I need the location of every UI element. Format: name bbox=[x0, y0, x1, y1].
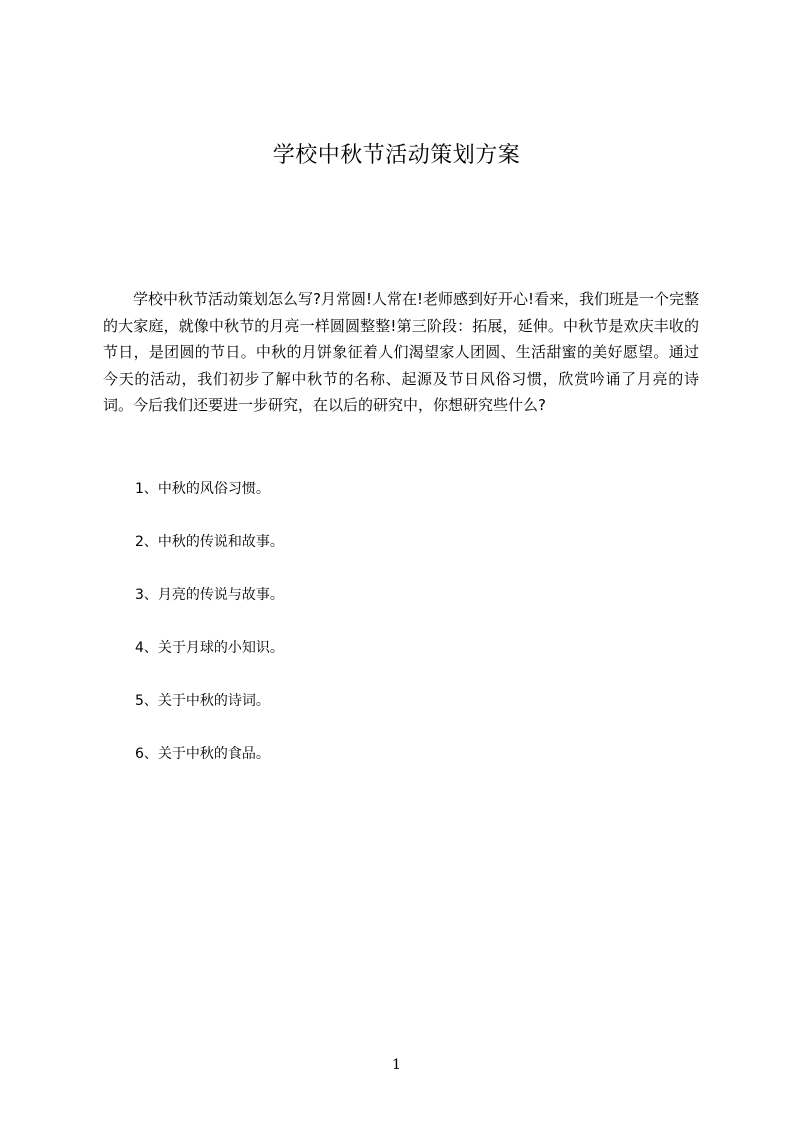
list-item: 1、中秋的风俗习惯。 bbox=[135, 481, 270, 497]
document-title: 学校中秋节活动策划方案 bbox=[272, 143, 521, 168]
list-item: 5、关于中秋的诗词。 bbox=[135, 693, 270, 709]
list-item: 6、关于中秋的食品。 bbox=[135, 746, 270, 762]
page-number: 1 bbox=[392, 1057, 401, 1073]
body-paragraph: 学校中秋节活动策划怎么写?月常圆!人常在!老师感到好开心!看来，我们班是一个完整的大家庭，就像中秋节的月亮一样圆圆整整!第三阶段：拓展，延伸。中秋节是欢庆丰收的节日，是团圆的节日。中秋的月饼象征着人们渴望家人团圆、生活甜蜜的美好愿望。通过今天的活动，我们初步了解中秋节的名称、起源及节日风俗习惯，欣赏吟诵了月亮的诗词。今后我们还要进一步研究，在以后的研究中，你想研究些什么? bbox=[103, 290, 700, 414]
topic-list bbox=[135, 478, 284, 796]
list-item: 2、中秋的传说和故事。 bbox=[135, 534, 284, 550]
list-item: 3、月亮的传说与故事。 bbox=[135, 587, 284, 603]
list-item: 4、关于月球的小知识。 bbox=[135, 640, 284, 656]
